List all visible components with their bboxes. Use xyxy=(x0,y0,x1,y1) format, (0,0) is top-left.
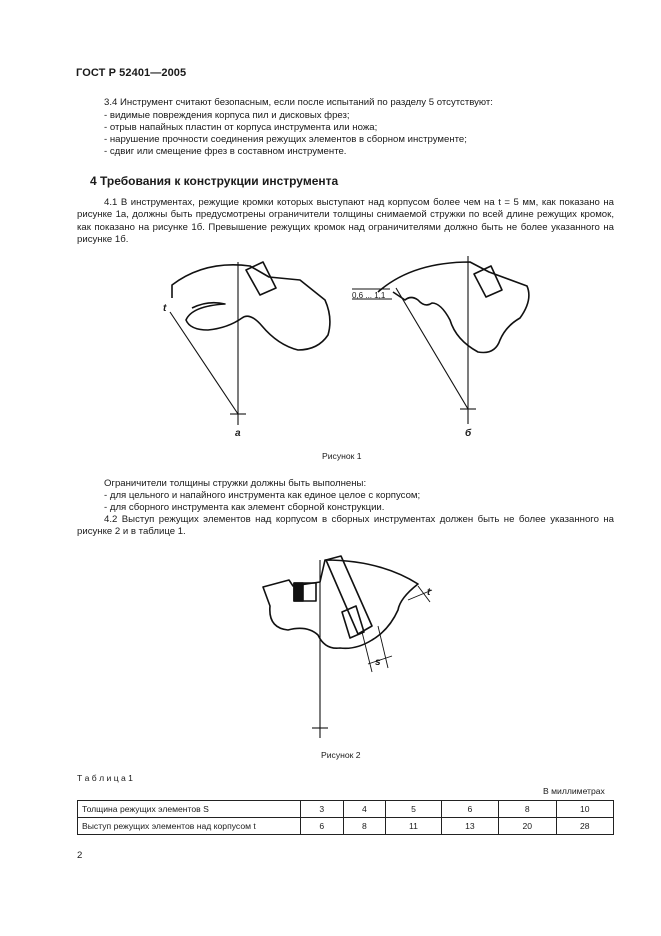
table-cell: 6 xyxy=(441,801,498,818)
clause-3-4-item-3: - нарушение прочности соединения режущих элементов в сборном инструменте; xyxy=(104,134,467,145)
table-row xyxy=(78,818,614,835)
table-cell: 8 xyxy=(499,801,556,818)
table-row xyxy=(78,801,614,818)
figure-1b-dimension: 0,6 ... 1,1 xyxy=(352,291,386,300)
clause-3-4-item-2: - отрыв напайных пластин от корпуса инструмента или ножа; xyxy=(104,122,378,133)
table-cell: 8 xyxy=(343,818,386,835)
table-row-label: Толщина режущих элементов S xyxy=(78,801,301,818)
figure-1a-label-t: t xyxy=(163,303,167,314)
limiters-item-1: - для цельного и напайного инструмента как единое целое с корпусом; xyxy=(104,490,421,501)
table-cell: 10 xyxy=(556,801,613,818)
limiters-intro: Ограничители толщины стружки должны быть выполнены: xyxy=(104,478,367,489)
clause-3-4-intro: 3.4 Инструмент считают безопасным, если после испытаний по разделу 5 отсутствуют: xyxy=(104,97,493,108)
figure-1a-sketch xyxy=(172,262,330,350)
document-header: ГОСТ Р 52401—2005 xyxy=(76,67,187,79)
figure-1a-label: а xyxy=(235,428,241,439)
figure-2-sketch xyxy=(263,556,418,648)
figure-1b-sketch xyxy=(378,262,529,353)
table-cell: 13 xyxy=(441,818,498,835)
figure-2-caption: Рисунок 2 xyxy=(321,750,361,760)
figure-1-caption: Рисунок 1 xyxy=(322,451,362,461)
clause-3-4-item-1: - видимые повреждения корпуса пил и дисковых фрез; xyxy=(104,110,350,121)
figure-1b-label: б xyxy=(465,428,472,439)
table-1-title: Т а б л и ц а 1 xyxy=(77,773,133,783)
page-number: 2 xyxy=(77,850,83,861)
figure-2-label-t: t xyxy=(427,587,431,598)
limiters-item-2: - для сборного инструмента как элемент сборной конструкции. xyxy=(104,502,385,513)
section-4-title: 4 Требования к конструкции инструмента xyxy=(90,174,339,188)
table-cell: 11 xyxy=(386,818,441,835)
table-row-label: Выступ режущих элементов над корпусом t xyxy=(78,818,301,835)
table-cell: 20 xyxy=(499,818,556,835)
table-cell: 3 xyxy=(301,801,344,818)
clause-4-1-text: 4.1 В инструментах, режущие кромки которых выступают над корпусом более чем на t = 5 мм, как показано на рисунке 1а, должны быть предусмотрены ограничители толщины снимаемой стружки по всей длине режущих кромок, как показано на рисунке 1б. Превышение режущих кромок над ограничителями должно быть не более указанного на рисунке 1б. xyxy=(77,197,614,245)
table-cell: 6 xyxy=(301,818,344,835)
table-cell: 28 xyxy=(556,818,613,835)
table-cell: 4 xyxy=(343,801,386,818)
table-1 xyxy=(77,800,614,835)
table-cell: 5 xyxy=(386,801,441,818)
clause-3-4-item-4: - сдвиг или смещение фрез в составном инструменте. xyxy=(104,146,347,157)
figure-2-label-s: s xyxy=(375,657,381,668)
table-1-units: В миллиметрах xyxy=(543,786,605,796)
clause-4-2-text: 4.2 Выступ режущих элементов над корпусом в сборных инструментах должен быть не более указанного на рисунке 2 и в таблице 1. xyxy=(77,514,614,538)
